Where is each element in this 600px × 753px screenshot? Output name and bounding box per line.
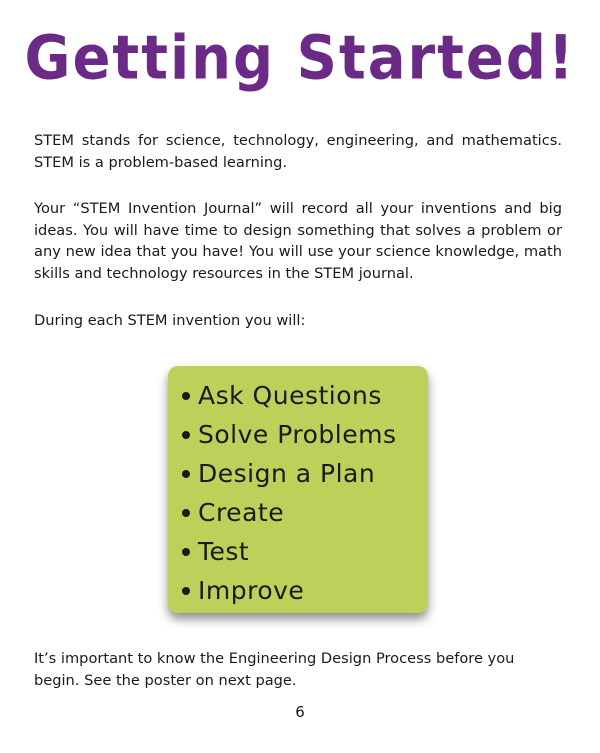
steps-intro-paragraph: During each STEM invention you will: [34, 312, 306, 329]
step-label: Ask Questions [198, 381, 382, 410]
steps-box [168, 366, 428, 613]
step-label: Improve [198, 576, 305, 605]
step-label: Create [198, 498, 285, 527]
page-number: 6 [295, 703, 305, 721]
list-item [182, 532, 428, 571]
bullet-icon [182, 509, 190, 517]
list-item [182, 571, 428, 610]
step-label: Test [198, 537, 250, 566]
list-item [182, 415, 428, 454]
steps-list [168, 366, 428, 610]
journal-paragraph: Your “STEM Invention Journal” will record all your inventions and big ideas. You will have time to design something that solves a problem or any new idea that you have! You will use your science knowledge, math skills and technology resources in the STEM journal. [34, 200, 562, 282]
step-label: Solve Problems [198, 420, 397, 449]
page-title: Getting Started! [24, 23, 576, 94]
bullet-icon [182, 548, 190, 556]
intro-paragraph: STEM stands for science, technology, engineering, and mathematics. STEM is a problem-based learning. [34, 132, 562, 171]
bullet-icon [182, 587, 190, 595]
bullet-icon [182, 392, 190, 400]
list-item [182, 454, 428, 493]
step-label: Design a Plan [198, 459, 376, 488]
list-item [182, 376, 428, 415]
closing-paragraph: It’s important to know the Engineering Design Process before you begin. See the poster on next page. [34, 650, 515, 689]
bullet-icon [182, 470, 190, 478]
list-item [182, 493, 428, 532]
bullet-icon [182, 431, 190, 439]
